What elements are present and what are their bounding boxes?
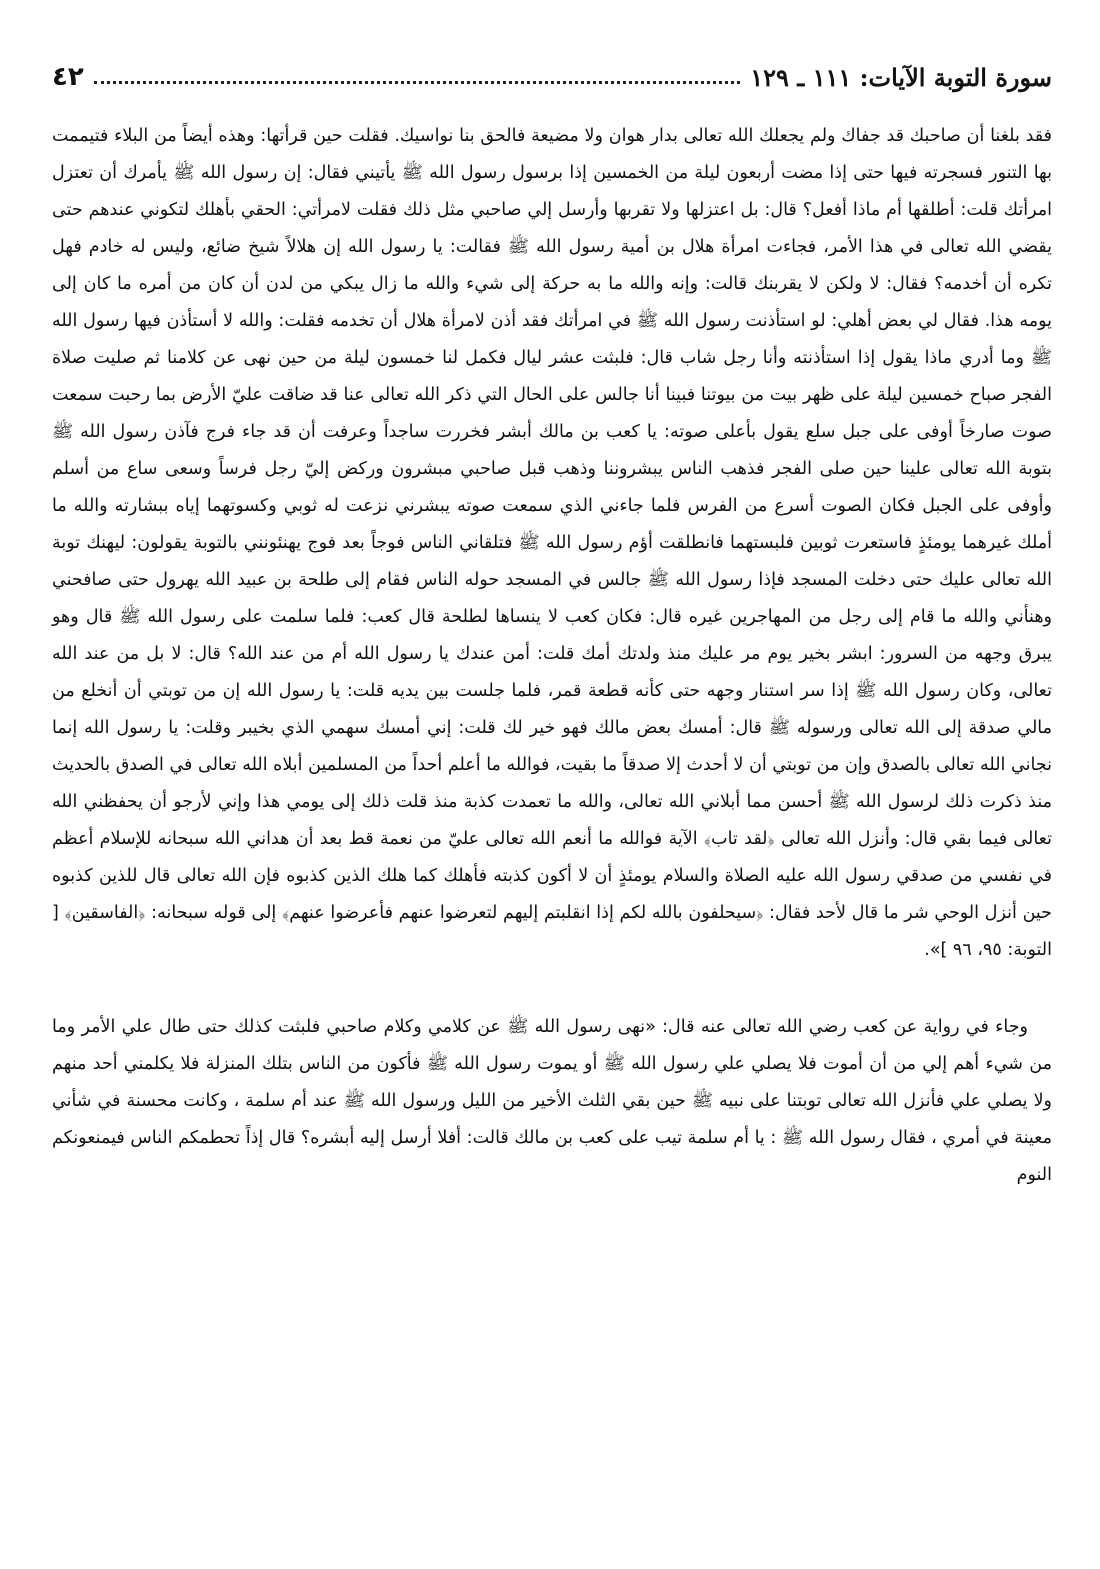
document-page bbox=[52, 50, 1052, 1530]
page-number: ٤٢ bbox=[52, 62, 84, 92]
header-dotted-leader bbox=[94, 81, 740, 84]
page-header bbox=[52, 50, 1052, 94]
running-title: سورة التوبة الآيات: ١١١ ـ ١٢٩ bbox=[750, 63, 1052, 92]
paragraph-gap bbox=[52, 969, 1052, 1009]
body-paragraph: وجاء في رواية عن كعب رضي الله تعالى عنه قال: «نهى رسول الله ﷺ عن كلامي وكلام صاحبي فلبثت كذلك حتى طال علي الأمر وما من شيء أهم إلي من أن أموت فلا يصلي علي رسول الله ﷺ أو يموت رسول الله ﷺ فأكون من الناس بتلك المنزلة فلا يكلمني أحد منهم ولا يصلي علي فأنزل الله تعالى توبتنا على نبيه ﷺ حين بقي الثلث الأخير من الليل ورسول الله ﷺ عند أم سلمة ، وكانت محسنة في شأني معينة في أمري ، فقال رسول الله ﷺ : يا أم سلمة تيب على كعب بن مالك قالت: أفلا أرسل إليه أبشره؟ قال إذاً تحطمكم الناس فيمنعونكم النوم bbox=[52, 1017, 1052, 1185]
body-paragraph: فقد بلغنا أن صاحبك قد جفاك ولم يجعلك الله تعالى بدار هوان ولا مضيعة فالحق بنا نواسيك. فقلت حين قرأتها: وهذه أيضاً من البلاء فتيممت بها التنور فسجرته فيها حتى إذا مضت أربعون ليلة من الخمسين إذا برسول رسول الله ﷺ يأتيني فقال: إن رسول الله ﷺ يأمرك أن تعتزل امرأتك قلت: أطلقها أم ماذا أفعل؟ قال: بل اعتزلها ولا تقربها وأرسل إلي صاحبي مثل ذلك فقلت لامرأتي: الحقي بأهلك لتكوني عندهم حتى يقضي الله تعالى في هذا الأمر، فجاءت امرأة هلال بن أمية رسول الله ﷺ فقالت: يا رسول الله إن هلالاً شيخ ضائع، وليس له خادم فهل تكره أن أخدمه؟ فقال: لا ولكن لا يقربنك قالت: وإنه والله ما به حركة إلى شيء والله ما زال يبكي من لدن أن كان من أمره ما كان إلى يومه هذا. فقال لي بعض أهلي: لو استأذنت رسول الله ﷺ في امرأتك فقد أذن لامرأة هلال أن تخدمه فقلت: والله لا أستأذن فيها رسول الله ﷺ وما أدري ماذا يقول إذا استأذنته وأنا رجل شاب قال: فلبثت عشر ليال فكمل لنا خمسون ليلة من حين نهى عن كلامنا ثم صليت صلاة الفجر صباح خمسين ليلة على ظهر بيت من بيوتنا فبينا أنا جالس على الحال التي ذكر الله تعالى عنا قد ضاقت عليّ الأرض بما رحبت سمعت صوت صارخاً أوفى على جبل سلع يقول بأعلى صوته: يا كعب بن مالك أبشر فخررت ساجداً وعرفت أن قد جاء فرج فآذن رسول الله ﷺ بتوبة الله تعالى علينا حين صلى الفجر فذهب الناس يبشروننا وذهب قبل صاحبي مبشرون وركض إليّ رجل فرساً وسعى ساع من أسلم وأوفى على الجبل فكان الصوت أسرع من الفرس فلما جاءني الذي سمعت صوته يبشرني نزعت له ثوبي وكسوتهما إياه ببشارته والله ما أملك غيرهما يومئذٍ فاستعرت ثوبين فلبستهما فانطلقت أؤم رسول الله ﷺ فتلقاني الناس فوجاً بعد فوج يهنئونني بالتوبة يقولون: ليهنك توبة الله تعالى عليك حتى دخلت المسجد فإذا رسول الله ﷺ جالس في المسجد حوله الناس فقام إلى طلحة بن عبيد الله يهرول حتى صافحني وهنأني والله ما قام إلى رجل من المهاجرين غيره قال: فكان كعب لا ينساها لطلحة قال كعب: فلما سلمت على رسول الله ﷺ قال وهو يبرق وجهه من السرور: ابشر بخير يوم مر عليك منذ ولدتك أمك قلت: أمن عندك يا رسول الله أم من عند الله؟ قال: لا بل من عند الله تعالى، وكان رسول الله ﷺ إذا سر استنار وجهه حتى كأنه قطعة قمر، فلما جلست بين يديه قلت: يا رسول الله إن من توبتي أن أنخلع من مالي صدقة إلى الله تعالى ورسوله ﷺ قال: أمسك بعض مالك فهو خير لك قلت: إني أمسك سهمي الذي بخيبر وقلت: يا رسول الله إنما نجاني الله تعالى بالصدق وإن من توبتي أن لا أحدث إلا صدقاً ما بقيت، فوالله ما أعلم أحداً من المسلمين أبلاه الله تعالى في الصدق بالحديث منذ ذكرت ذلك لرسول الله ﷺ أحسن مما أبلاني الله تعالى، والله ما تعمدت كذبة منذ قلت ذلك إلى يومي هذا وإني لأرجو أن يحفظني الله تعالى فيما بقي قال: وأنزل الله تعالى ﴿لقد تاب﴾ الآية فوالله ما أنعم الله تعالى عليّ من نعمة قط بعد أن هداني الله سبحانه للإسلام أعظم في نفسي من صدقي رسول الله عليه الصلاة والسلام يومئذٍ أن لا أكون كذبته فأهلك كما هلك الذين كذبوه فإن الله تعالى قال للذين كذبوه حين أنزل الوحي شر ما قال لأحد فقال: ﴿سيحلفون بالله لكم إذا انقلبتم إليهم لتعرضوا عنهم فأعرضوا عنهم﴾ إلى قوله سبحانه: ﴿الفاسقين﴾ [ التوبة: ٩٥، ٩٦ ]». bbox=[52, 126, 1052, 960]
page-body bbox=[52, 118, 1052, 1194]
